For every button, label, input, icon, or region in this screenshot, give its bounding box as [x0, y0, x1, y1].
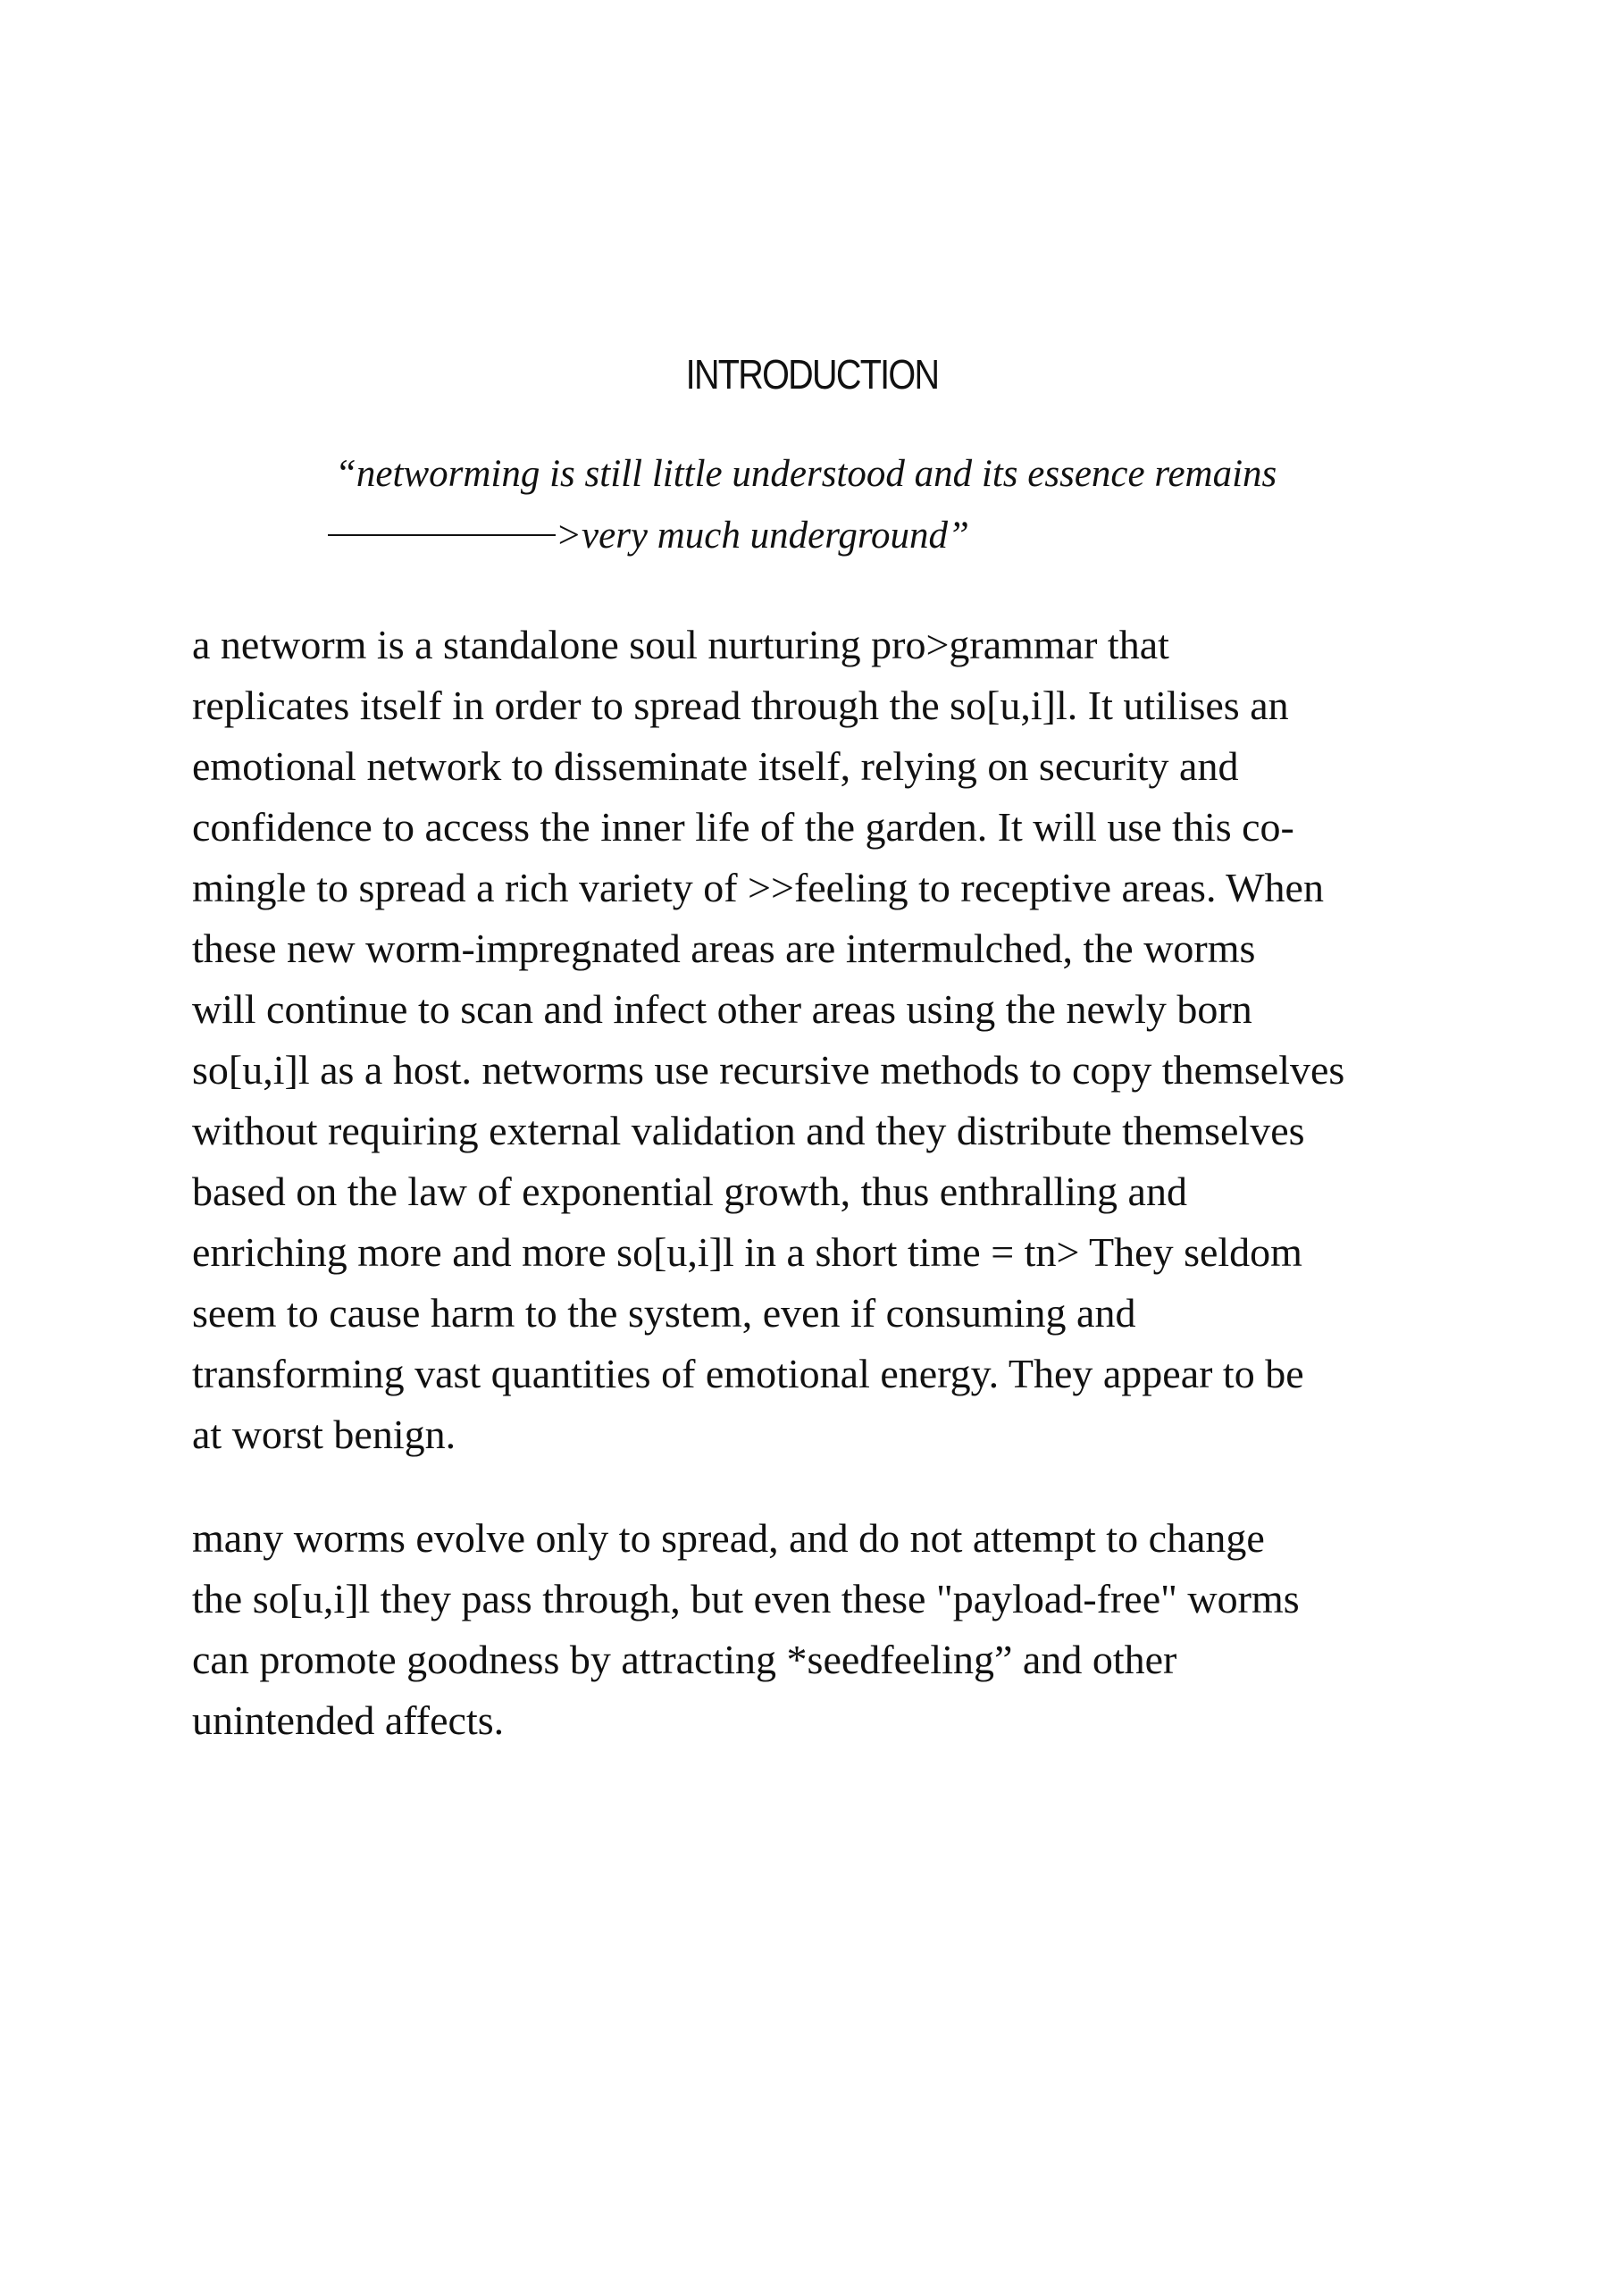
text-line: at worst benign. [192, 1412, 456, 1457]
text-line: these new worm-impregnated areas are intermulched, the worms [192, 926, 1256, 971]
text-line: without requiring external validation and they distribute themselves [192, 1108, 1305, 1153]
paragraph-1 [192, 615, 1344, 1465]
text-line: mingle to spread a rich variety of >>feeling to receptive areas. When [192, 865, 1324, 910]
epigraph-line-2-text: >very much underground” [556, 515, 969, 557]
text-line: many worms evolve only to spread, and do not attempt to change [192, 1515, 1265, 1561]
text-line: confidence to access the inner life of the garden. It will use this co- [192, 804, 1294, 850]
text-line: unintended affects. [192, 1697, 505, 1743]
text-line: so[u,i]l as a host. networms use recursive methods to copy themselves [192, 1047, 1345, 1093]
epigraph-line-2 [328, 514, 969, 557]
text-line: replicates itself in order to spread through the so[u,i]l. It utilises an [192, 683, 1289, 728]
epigraph-line-1: “networming is still little understood and its essence remains [335, 453, 1277, 495]
text-line: seem to cause harm to the system, even if consuming and [192, 1290, 1136, 1336]
text-line: transforming vast quantities of emotional energy. They appear to be [192, 1351, 1304, 1396]
page-title: INTRODUCTION [685, 351, 939, 398]
text-line: emotional network to disseminate itself, relying on security and [192, 743, 1239, 789]
text-line: the so[u,i]l they pass through, but even these "payload-free" worms [192, 1576, 1300, 1621]
epigraph-dash-rule [328, 534, 556, 536]
text-line: can promote goodness by attracting *seedfeeling” and other [192, 1637, 1177, 1682]
text-line: a networm is a standalone soul nurturing pro>grammar that [192, 622, 1169, 667]
paragraph-2 [192, 1508, 1300, 1751]
text-line: will continue to scan and infect other areas using the newly born [192, 986, 1252, 1032]
text-line: based on the law of exponential growth, thus enthralling and [192, 1169, 1187, 1214]
text-line: enriching more and more so[u,i]l in a short time = tn> They seldom [192, 1229, 1302, 1275]
